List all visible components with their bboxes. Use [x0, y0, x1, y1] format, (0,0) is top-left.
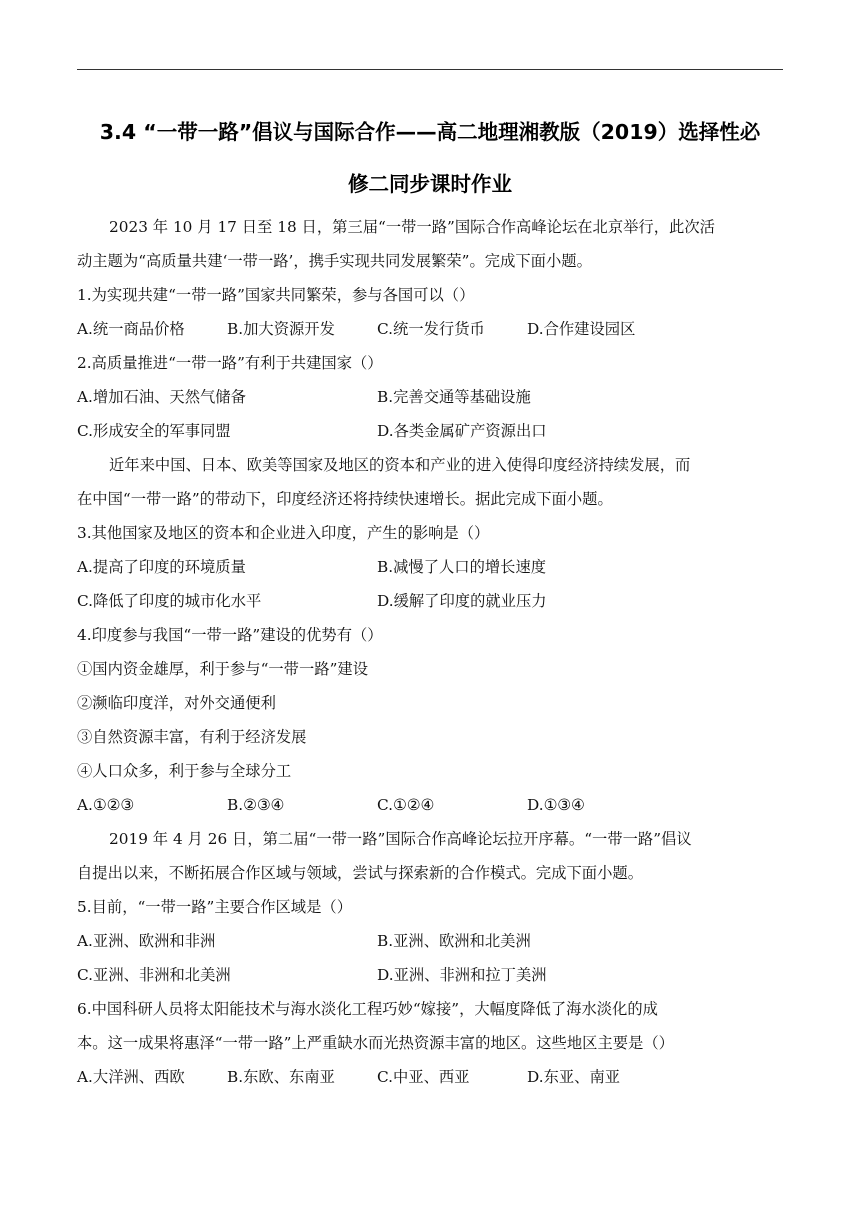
question-3-stem: 3.其他国家及地区的资本和企业进入印度，产生的影响是（） — [77, 524, 490, 542]
option-c[interactable]: C.中亚、西亚 — [377, 1068, 470, 1086]
option-b[interactable]: B.完善交通等基础设施 — [377, 388, 531, 406]
option-a[interactable]: A.提高了印度的环境质量 — [77, 558, 246, 576]
passage-1-line-1: 2023 年 10 月 17 日至 18 日，第三届“一带一路”国际合作高峰论坛在北京举行，此次活 — [109, 218, 715, 236]
question-2-options-row-2 — [77, 421, 783, 441]
document-title-continued: 修二同步课时作业 — [348, 172, 512, 196]
option-b[interactable]: B.加大资源开发 — [227, 320, 335, 338]
header-rule — [77, 69, 783, 70]
passage-3-line-2: 自提出以来，不断拓展合作区域与领域，尝试与探索新的合作模式。完成下面小题。 — [77, 864, 643, 882]
question-5-stem: 5.目前，“一带一路”主要合作区域是（） — [77, 898, 352, 916]
option-d[interactable]: D.①③④ — [527, 796, 585, 814]
question-3-options-row-2 — [77, 591, 783, 611]
option-a[interactable]: A.大洋洲、西欧 — [77, 1068, 185, 1086]
question-4-stem: 4.印度参与我国“一带一路”建设的优势有（） — [77, 626, 383, 644]
question-6-stem-line-2: 本。这一成果将惠泽“一带一路”上严重缺水而光热资源丰富的地区。这些地区主要是（） — [77, 1034, 674, 1052]
question-6-stem-line-1: 6.中国科研人员将太阳能技术与海水淡化工程巧妙“嫁接”，大幅度降低了海水淡化的成 — [77, 1000, 658, 1018]
question-4-item-2: ②濒临印度洋，对外交通便利 — [77, 694, 276, 712]
option-b[interactable]: B.减慢了人口的增长速度 — [377, 558, 547, 576]
option-b[interactable]: B.②③④ — [227, 796, 285, 814]
question-6-options — [77, 1067, 783, 1087]
passage-2-line-2: 在中国“一带一路”的带动下，印度经济还将持续快速增长。据此完成下面小题。 — [77, 490, 613, 508]
passage-3-line-1: 2019 年 4 月 26 日，第二届“一带一路”国际合作高峰论坛拉开序幕。“一带一路”倡议 — [109, 830, 692, 848]
option-d[interactable]: D.东亚、南亚 — [527, 1068, 621, 1086]
question-4-item-3: ③自然资源丰富，有利于经济发展 — [77, 728, 307, 746]
option-c[interactable]: C.统一发行货币 — [377, 320, 485, 338]
question-1-stem: 1.为实现共建“一带一路”国家共同繁荣，参与各国可以（） — [77, 286, 475, 304]
option-b[interactable]: B.东欧、东南亚 — [227, 1068, 335, 1086]
option-b[interactable]: B.亚洲、欧洲和北美洲 — [377, 932, 531, 950]
question-2-stem: 2.高质量推进“一带一路”有利于共建国家（） — [77, 354, 383, 372]
question-4-item-4: ④人口众多，利于参与全球分工 — [77, 762, 292, 780]
option-d[interactable]: D.合作建设园区 — [527, 320, 636, 338]
question-4-item-1: ①国内资金雄厚，利于参与“一带一路”建设 — [77, 660, 368, 678]
option-c[interactable]: C.形成安全的军事同盟 — [77, 422, 231, 440]
option-a[interactable]: A.增加石油、天然气储备 — [77, 388, 246, 406]
option-d[interactable]: D.各类金属矿产资源出口 — [377, 422, 547, 440]
question-2-options-row-1 — [77, 387, 783, 407]
document-title: 3.4 “一带一路”倡议与国际合作——高二地理湘教版（2019）选择性必 — [99, 120, 761, 144]
option-a[interactable]: A.亚洲、欧洲和非洲 — [77, 932, 216, 950]
option-d[interactable]: D.缓解了印度的就业压力 — [377, 592, 547, 610]
question-5-options-row-1 — [77, 931, 783, 951]
passage-2-line-1: 近年来中国、日本、欧美等国家及地区的资本和产业的进入使得印度经济持续发展，而 — [109, 456, 691, 474]
option-a[interactable]: A.统一商品价格 — [77, 320, 185, 338]
passage-1-line-2: 动主题为“高质量共建‘一带一路’，携手实现共同发展繁荣”。完成下面小题。 — [77, 252, 592, 270]
question-1-options — [77, 319, 783, 339]
option-a[interactable]: A.①②③ — [77, 796, 135, 814]
option-c[interactable]: C.亚洲、非洲和北美洲 — [77, 966, 231, 984]
option-d[interactable]: D.亚洲、非洲和拉丁美洲 — [377, 966, 547, 984]
option-c[interactable]: C.①②④ — [377, 796, 435, 814]
question-5-options-row-2 — [77, 965, 783, 985]
option-c[interactable]: C.降低了印度的城市化水平 — [77, 592, 262, 610]
question-4-options — [77, 795, 783, 815]
question-3-options-row-1 — [77, 557, 783, 577]
